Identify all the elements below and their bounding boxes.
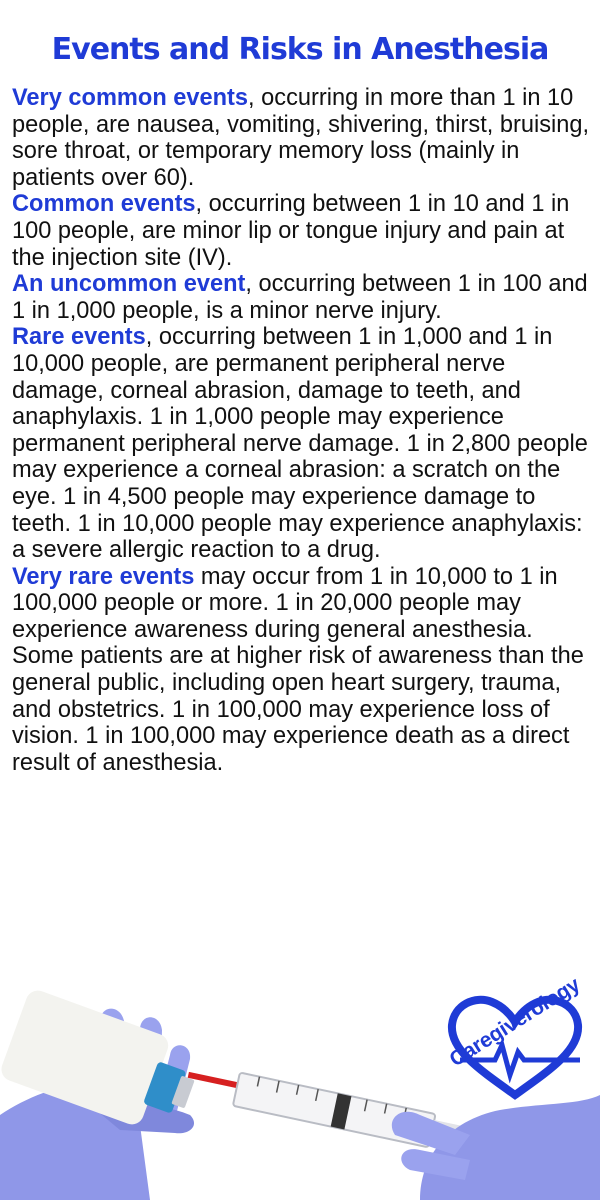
- paragraph-text: may occur from 1 in 10,000 to 1 in 100,000 people or more. 1 in 20,000 people may experience awareness during general anesthesia. Some patients are at higher risk of awareness than the general public, including open heart surgery, trauma, and obstetrics. 1 in 100,000 may experience loss of vision. 1 in 100,000 may experience death as a direct result of anesthesia.: [12, 563, 584, 776]
- paragraph-heading: Very rare events: [12, 563, 195, 590]
- paragraph-text: , occurring between 1 in 1,000 and 1 in 10,000 people, are permanent peripheral nerve damage, corneal abrasion, damage to teeth, and anaphylaxis. 1 in 1,000 people may experience permanent peripheral nerve damage. 1 in 2,800 people may experience a corneal abrasion: a scratch on the eye. 1 in 4,500 people may experience damage to teeth. 1 in 10,000 people may experience anaphylaxis: a severe allergic reaction to a drug.: [12, 324, 588, 564]
- paragraph-text: , occurring between 1 in 10 and 1 in 100 people, are minor lip or tongue injury and pain at the injection site (IV).: [12, 191, 570, 271]
- paragraph-heading: An uncommon event: [12, 271, 246, 298]
- paragraph-common: [12, 191, 594, 271]
- paragraph-rare: [12, 324, 594, 563]
- page-title: Events and Risks in Anesthesia: [51, 32, 549, 67]
- paragraph-heading: Rare events: [12, 324, 146, 351]
- paragraph-heading: Very common events: [12, 85, 249, 111]
- logo-text: Caregiverology: [445, 973, 584, 1072]
- paragraph-very-rare: [12, 564, 594, 777]
- paragraph-heading: Common events: [12, 191, 196, 218]
- paragraph-uncommon: [12, 271, 594, 324]
- paragraph-text: , occurring between 1 in 100 and 1 in 1,000 people, is a minor nerve injury.: [12, 271, 588, 324]
- paragraph-very-common: [12, 85, 594, 191]
- paragraph-text: , occurring in more than 1 in 10 people, are nausea, vomiting, shivering, thirst, bruising, sore throat, or temporary memory loss (mainly in patients over 60).: [12, 85, 590, 191]
- article-body: [12, 85, 594, 776]
